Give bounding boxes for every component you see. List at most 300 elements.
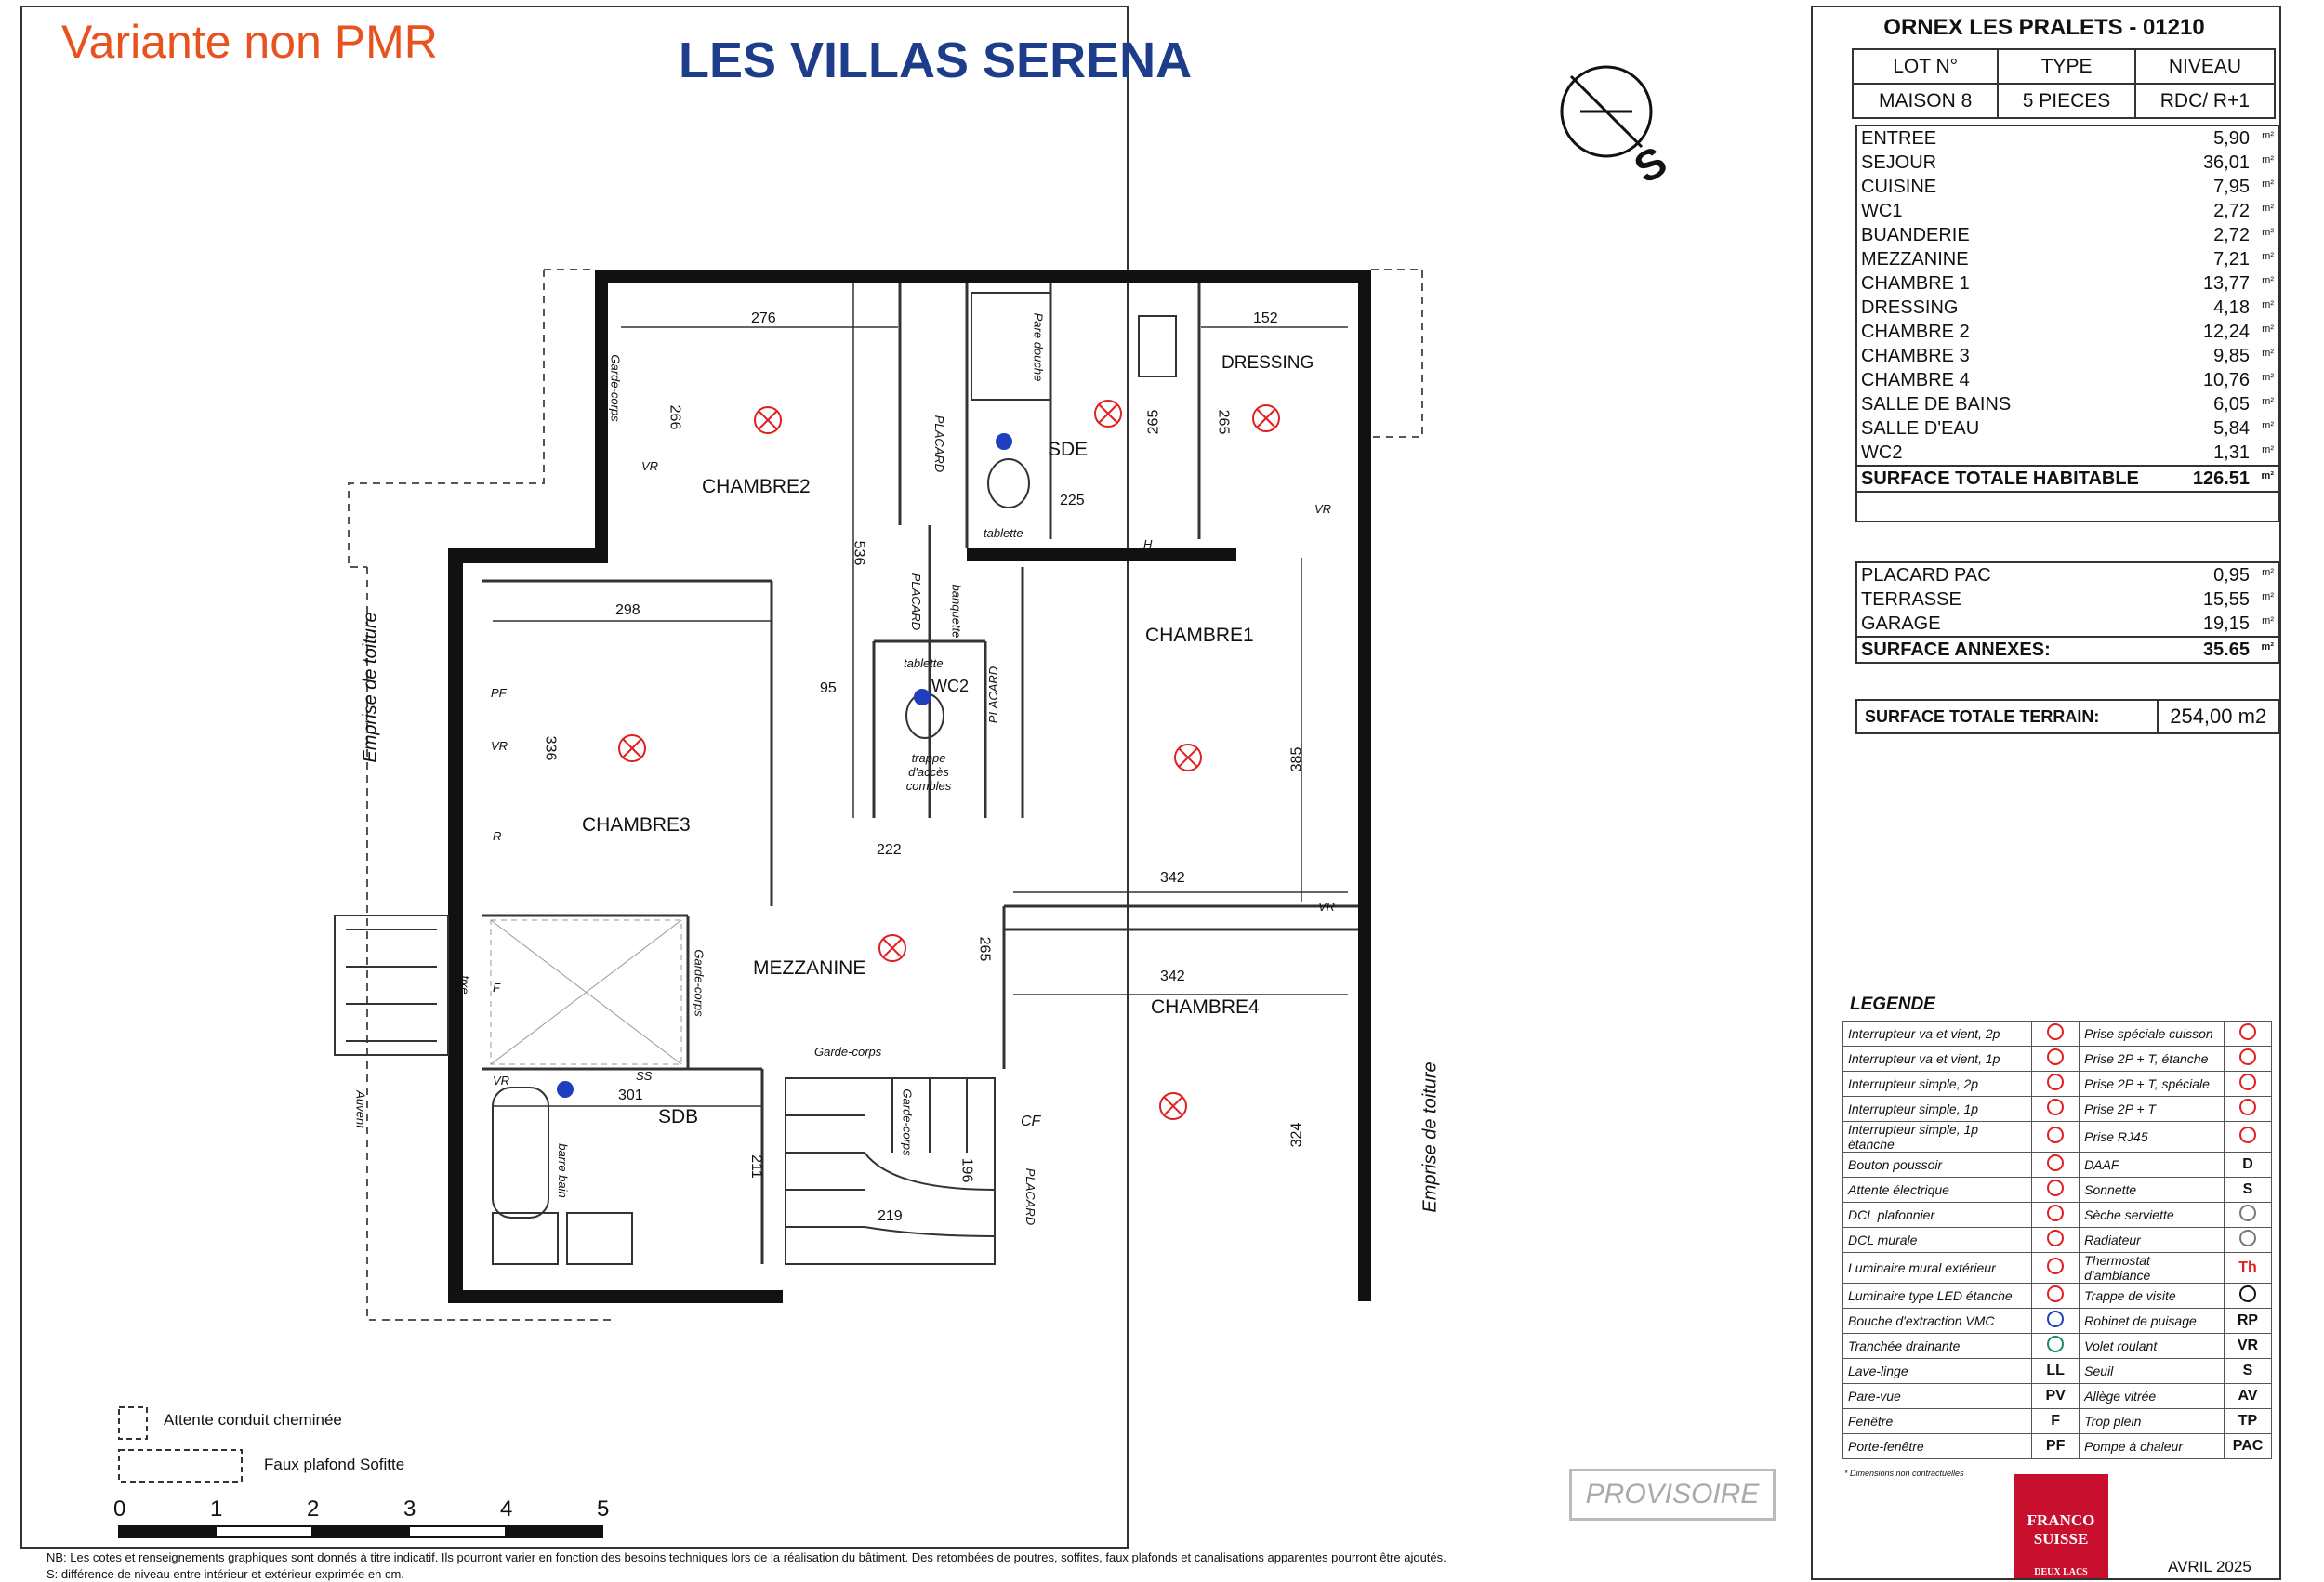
- legend-symbol-icon: [2047, 1180, 2064, 1196]
- legend-symbol-cell: [2225, 1122, 2272, 1153]
- legend-row: [1843, 1434, 2272, 1459]
- legend-label: Bouche d'extraction VMC: [1843, 1309, 2032, 1334]
- vr-label: VR: [1314, 502, 1332, 516]
- room-area: [2178, 368, 2278, 392]
- dimensions-note: * Dimensions non contractuelles: [1844, 1469, 1964, 1478]
- annex-area-row: [1856, 587, 2278, 612]
- unit: m²: [2261, 470, 2274, 481]
- legend-symbol-cell: [2032, 1434, 2080, 1459]
- room-area-number: 2,72: [2213, 224, 2250, 245]
- total-annexes-value: [2158, 637, 2278, 663]
- dim-label: 301: [618, 1088, 643, 1103]
- legend-symbol-icon: [2047, 1154, 2064, 1171]
- legend-symbol-icon: [2047, 1311, 2064, 1327]
- legend-label: Pare-vue: [1843, 1384, 2032, 1409]
- cf-label: CF: [1021, 1114, 1041, 1129]
- room-name: BUANDERIE: [1861, 224, 1970, 245]
- legend-symbol-icon: [2047, 1285, 2064, 1302]
- legend-title: LEGENDE: [1850, 995, 1935, 1014]
- room-chambre4: CHAMBRE4: [1151, 996, 1260, 1018]
- roof-outline: [349, 270, 1422, 1320]
- legend-row: [1843, 1409, 2272, 1434]
- brand-line2: SUISSE: [2033, 1530, 2089, 1548]
- terrain-table: [1855, 699, 2279, 734]
- annex-area: [2158, 612, 2278, 637]
- legend-symbol-icon: [2239, 1074, 2256, 1090]
- plan-date: AVRIL 2025: [2168, 1558, 2251, 1575]
- total-habitable-number: 126.51: [2192, 468, 2250, 489]
- room-name: SALLE D'EAU: [1861, 417, 1980, 439]
- room-area-row: [1856, 344, 2278, 368]
- legend-symbol-cell: [2225, 1334, 2272, 1359]
- r-label: R: [493, 829, 502, 843]
- dim-label: 265: [1145, 409, 1162, 435]
- legend-symbol-cell: [2225, 1047, 2272, 1072]
- dim-label: 342: [1160, 969, 1185, 984]
- legend-symbol-cell: [2032, 1228, 2080, 1253]
- legend-symbol-icon: [2047, 1127, 2064, 1143]
- soffite-legend-label: Faux plafond Sofitte: [264, 1456, 405, 1473]
- ss-label: SS: [636, 1069, 653, 1083]
- room-chambre1: CHAMBRE1: [1145, 625, 1254, 646]
- legend-symbol-cell: [2225, 1153, 2272, 1178]
- dim-label: 385: [1288, 746, 1305, 772]
- lot-table: [1852, 48, 2276, 119]
- legend-row: [1843, 1384, 2272, 1409]
- room-area-number: 36,01: [2202, 152, 2250, 173]
- legend-symbol: RP: [2237, 1312, 2259, 1328]
- niveau-value: RDC/ R+1: [2135, 84, 2275, 118]
- dim-label: 342: [1160, 870, 1185, 886]
- annex-areas-table: [1855, 561, 2279, 664]
- level-note: S: différence de niveau entre intérieur et extérieur exprimée en cm.: [46, 1567, 404, 1581]
- total-annexes-label: SURFACE ANNEXES:: [1856, 637, 2158, 663]
- room-area: [2178, 320, 2278, 344]
- legend-label: Prise 2P + T, étanche: [2080, 1047, 2225, 1072]
- legend-symbol: VR: [2237, 1338, 2259, 1353]
- unit: m²: [2262, 420, 2274, 431]
- annex-area-number: 0,95: [2213, 564, 2250, 586]
- legend-symbol-cell: [2225, 1178, 2272, 1203]
- legend-symbol-cell: [2032, 1359, 2080, 1384]
- legend-symbol: PF: [2045, 1438, 2066, 1454]
- dim-label: 324: [1288, 1122, 1305, 1148]
- room-name: CHAMBRE 4: [1861, 369, 1970, 390]
- room-wc2: WC2: [931, 677, 969, 695]
- annex-area-number: 15,55: [2202, 588, 2250, 610]
- legend-label: Attente électrique: [1843, 1178, 2032, 1203]
- scale-tick: 2: [307, 1496, 320, 1522]
- legend-row: [1843, 1334, 2272, 1359]
- room-area-number: 5,84: [2213, 417, 2250, 439]
- room-area: [2178, 271, 2278, 296]
- annex-area-row: [1856, 612, 2278, 637]
- legend-row: [1843, 1097, 2272, 1122]
- cf-legend-label: Attente conduit cheminée: [164, 1411, 342, 1429]
- room-area-row: [1856, 271, 2278, 296]
- room-chambre3: CHAMBRE3: [582, 814, 691, 836]
- annex-area: [2158, 562, 2278, 587]
- legend-symbol-icon: [2239, 1023, 2256, 1040]
- legend-label: Interrupteur simple, 1p: [1843, 1097, 2032, 1122]
- room-name: WC2: [1861, 442, 1903, 463]
- legend-row: [1843, 1022, 2272, 1047]
- room-area: [2178, 151, 2278, 175]
- legend-symbol-cell: [2225, 1022, 2272, 1047]
- legend-label: Robinet de puisage: [2080, 1309, 2225, 1334]
- room-area-number: 10,76: [2202, 369, 2250, 390]
- unit: m²: [2262, 591, 2274, 602]
- unit: m²: [2262, 323, 2274, 335]
- legend-symbol-cell: [2032, 1284, 2080, 1309]
- legend-symbol-icon: [2239, 1048, 2256, 1065]
- dim-label: 196: [958, 1157, 975, 1183]
- room-mezzanine: MEZZANINE: [753, 957, 866, 979]
- legend-symbol: PV: [2045, 1388, 2066, 1404]
- room-area-number: 2,72: [2213, 200, 2250, 221]
- dim-label: 536: [851, 540, 867, 566]
- room-area-row: [1856, 320, 2278, 344]
- legend-symbol: LL: [2046, 1363, 2065, 1378]
- dim-label: 336: [542, 735, 559, 761]
- legend-symbol-cell: [2225, 1359, 2272, 1384]
- room-area-row: [1856, 247, 2278, 271]
- legend-row: [1843, 1228, 2272, 1253]
- dim-label: 95: [820, 680, 837, 696]
- dim-label: 266: [667, 404, 683, 430]
- legend-row: [1843, 1203, 2272, 1228]
- soffite-swatch: [119, 1450, 242, 1482]
- banquette-label: banquette: [949, 584, 964, 639]
- legend-symbol-cell: [2032, 1122, 2080, 1153]
- project-title: LES VILLAS SERENA: [679, 33, 1193, 88]
- room-area-row: [1856, 368, 2278, 392]
- legend-symbol-cell: [2032, 1384, 2080, 1409]
- total-habitable-value: [2178, 466, 2278, 492]
- room-area-number: 6,05: [2213, 393, 2250, 415]
- room-area-row: [1856, 416, 2278, 441]
- legend-label: Tranchée drainante: [1843, 1334, 2032, 1359]
- legend-symbol-cell: [2032, 1309, 2080, 1334]
- legend-label: Volet roulant: [2080, 1334, 2225, 1359]
- room-area-number: 7,21: [2213, 248, 2250, 270]
- garde-corps-label: Garde-corps: [814, 1045, 882, 1059]
- room-area: [2178, 416, 2278, 441]
- type-header: TYPE: [1998, 49, 2135, 84]
- legend-symbol-icon: [2239, 1285, 2256, 1302]
- room-area-number: 7,95: [2213, 176, 2250, 197]
- pare-douche-label: Pare douche: [1031, 312, 1046, 382]
- legend-label: Seuil: [2080, 1359, 2225, 1384]
- legend-label: Interrupteur va et vient, 1p: [1843, 1047, 2032, 1072]
- legend-symbol-cell: [2032, 1178, 2080, 1203]
- emprise-label: Emprise de toiture: [360, 612, 381, 763]
- legend-symbol-cell: [2032, 1047, 2080, 1072]
- legend-label: Sèche serviette: [2080, 1203, 2225, 1228]
- legend-symbol-cell: [2225, 1409, 2272, 1434]
- legend-label: Allège vitrée: [2080, 1384, 2225, 1409]
- legend-row: [1843, 1153, 2272, 1178]
- legend-label: Radiateur: [2080, 1228, 2225, 1253]
- legend-label: Interrupteur simple, 2p: [1843, 1072, 2032, 1097]
- legend-label: Bouton poussoir: [1843, 1153, 2032, 1178]
- room-chambre2: CHAMBRE2: [702, 476, 811, 497]
- unit: m²: [2262, 396, 2274, 407]
- trappe-label: trappe d'accès combles: [905, 751, 952, 793]
- legend-label: Interrupteur va et vient, 2p: [1843, 1022, 2032, 1047]
- garde-corps-label: Garde-corps: [900, 1088, 915, 1156]
- room-name: SALLE DE BAINS: [1861, 393, 2012, 415]
- vr-label: VR: [641, 459, 659, 473]
- room-name: WC1: [1861, 200, 1903, 221]
- legend-symbol-icon: [2047, 1074, 2064, 1090]
- room-area: [2178, 223, 2278, 247]
- legend-symbol: PAC: [2232, 1438, 2264, 1454]
- dim-label: 265: [976, 936, 993, 962]
- annex-area-number: 19,15: [2202, 613, 2250, 634]
- terrain-value: 254,00 m2: [2170, 705, 2267, 728]
- brand-line1: FRANCO: [2027, 1511, 2095, 1529]
- auvent: [335, 916, 448, 1055]
- legend-symbol-icon: [2047, 1099, 2064, 1115]
- legend-row: [1843, 1072, 2272, 1097]
- legend-label: Sonnette: [2080, 1178, 2225, 1203]
- legend-label: Luminaire type LED étanche: [1843, 1284, 2032, 1309]
- legend-symbol-cell: [2032, 1203, 2080, 1228]
- legend-symbol-cell: [2032, 1409, 2080, 1434]
- total-habitable-label: SURFACE TOTALE HABITABLE: [1856, 466, 2178, 492]
- room-area-number: 4,18: [2213, 297, 2250, 318]
- legend-label: Prise 2P + T: [2080, 1097, 2225, 1122]
- pf-label: PF: [491, 686, 507, 700]
- legend-symbol-cell: [2032, 1153, 2080, 1178]
- legend-row: [1843, 1122, 2272, 1153]
- compass-letter: S: [1626, 136, 1675, 193]
- legend-symbol: Th: [2238, 1259, 2257, 1275]
- room-area-number: 12,24: [2202, 321, 2250, 342]
- legend-symbol-cell: [2225, 1253, 2272, 1284]
- legend-symbol-cell: [2225, 1434, 2272, 1459]
- dim-label: 225: [1060, 493, 1085, 508]
- unit: m²: [2262, 444, 2274, 455]
- room-name: CHAMBRE 1: [1861, 272, 1970, 294]
- terrain-label: SURFACE TOTALE TERRAIN:: [1856, 700, 2158, 733]
- legend-symbol-cell: [2225, 1203, 2272, 1228]
- legend-label: Pompe à chaleur: [2080, 1434, 2225, 1459]
- legend-label: Prise 2P + T, spéciale: [2080, 1072, 2225, 1097]
- legend-symbol-icon: [2047, 1336, 2064, 1352]
- emprise-label: Emprise de toiture: [1419, 1061, 1441, 1213]
- room-name: SEJOUR: [1861, 152, 1937, 173]
- room-area-number: 1,31: [2213, 442, 2250, 463]
- annex-name: PLACARD PAC: [1861, 564, 1991, 586]
- dim-label: 219: [878, 1208, 903, 1224]
- legend-symbol-cell: [2225, 1072, 2272, 1097]
- legend-symbol-cell: [2225, 1284, 2272, 1309]
- legend-symbol-icon: [2239, 1127, 2256, 1143]
- lot-header: LOT N°: [1853, 49, 1998, 84]
- barre-label: barre bain: [555, 1143, 570, 1198]
- legend-symbol-icon: [2239, 1205, 2256, 1221]
- legend-symbol-cell: [2032, 1253, 2080, 1284]
- legend-label: DCL murale: [1843, 1228, 2032, 1253]
- unit: m²: [2262, 130, 2274, 141]
- legend-symbol: TP: [2238, 1413, 2258, 1429]
- fixe-label: fixe: [457, 975, 472, 995]
- legend-symbol-icon: [2047, 1258, 2064, 1274]
- room-sde: SDE: [1048, 439, 1089, 460]
- room-area-number: 5,90: [2213, 127, 2250, 149]
- legend-symbol-icon: [2239, 1099, 2256, 1115]
- legend-label: Luminaire mural extérieur: [1843, 1253, 2032, 1284]
- legend-label: DCL plafonnier: [1843, 1203, 2032, 1228]
- dim-label: 298: [615, 602, 640, 618]
- room-area: [2178, 247, 2278, 271]
- legend-symbol-cell: [2225, 1228, 2272, 1253]
- legend-symbol-cell: [2032, 1097, 2080, 1122]
- room-name: MEZZANINE: [1861, 248, 1969, 270]
- annex-name: GARAGE: [1861, 613, 1941, 634]
- legend-label: Trop plein: [2080, 1409, 2225, 1434]
- legend-symbol-icon: [2047, 1230, 2064, 1246]
- cf-swatch: [119, 1407, 147, 1439]
- scale-tick: 1: [210, 1496, 223, 1522]
- room-area: [2178, 441, 2278, 466]
- provisoire-stamp: PROVISOIRE: [1569, 1469, 1776, 1521]
- brand-logo: [2014, 1474, 2108, 1578]
- legend-symbol: S: [2242, 1363, 2253, 1378]
- legend-label: Porte-fenêtre: [1843, 1434, 2032, 1459]
- tablette-label: tablette: [904, 656, 944, 670]
- type-value: 5 PIECES: [1998, 84, 2135, 118]
- room-area-row: [1856, 392, 2278, 416]
- legend-symbol-icon: [2239, 1230, 2256, 1246]
- sidebar-header: ORNEX LES PRALETS - 01210: [1883, 15, 2205, 40]
- room-area: [2178, 175, 2278, 199]
- unit: m²: [2261, 641, 2274, 653]
- room-area-row: [1856, 175, 2278, 199]
- room-sdb: SDB: [658, 1106, 699, 1127]
- placard-label: PLACARD: [986, 666, 1001, 724]
- room-name: CHAMBRE 2: [1861, 321, 1970, 342]
- garde-corps-label: Garde-corps: [608, 354, 623, 422]
- legend-symbol-cell: [2225, 1384, 2272, 1409]
- auvent-label: Auvent: [353, 1090, 368, 1128]
- vr-label: VR: [491, 739, 508, 753]
- legend-symbol: D: [2242, 1156, 2253, 1172]
- room-area-row: [1856, 296, 2278, 320]
- brand-line3: DEUX LACS: [2034, 1567, 2088, 1577]
- vr-label: VR: [493, 1074, 510, 1088]
- room-area: [2178, 392, 2278, 416]
- legend-table: [1842, 1021, 2272, 1459]
- legend-symbol-cell: [2225, 1097, 2272, 1122]
- legend-symbol: F: [2051, 1413, 2061, 1429]
- unit: m²: [2262, 154, 2274, 165]
- legend-row: [1843, 1309, 2272, 1334]
- room-area: [2178, 296, 2278, 320]
- niveau-header: NIVEAU: [2135, 49, 2275, 84]
- room-area-row: [1856, 441, 2278, 466]
- dim-label: 265: [1215, 409, 1232, 435]
- room-area-number: 9,85: [2213, 345, 2250, 366]
- tablette-label: tablette: [984, 526, 1023, 540]
- variant-label: Variante non PMR: [61, 16, 438, 68]
- room-area: [2178, 125, 2278, 151]
- unit: m²: [2262, 615, 2274, 626]
- dim-label: 152: [1253, 310, 1278, 326]
- legend-label: Thermostat d'ambiance: [2080, 1253, 2225, 1284]
- unit: m²: [2262, 348, 2274, 359]
- legend-symbol-icon: [2047, 1023, 2064, 1040]
- legend-symbol-cell: [2032, 1334, 2080, 1359]
- room-name: ENTREE: [1861, 127, 1937, 149]
- garde-corps-label: Garde-corps: [692, 949, 706, 1017]
- disclaimer-note: NB: Les cotes et renseignements graphiques sont donnés à titre indicatif. Ils pourront varier en fonction des besoins techniques lors de la réalisation du bâtiment. Des retombées de poutres, soffites, faux plafonds et canalisations apparentes pourront être ajoutés.: [46, 1550, 1446, 1564]
- dim-label: 211: [747, 1154, 764, 1179]
- legend-label: Interrupteur simple, 1p étanche: [1843, 1122, 2032, 1153]
- dim-label: 222: [877, 842, 902, 858]
- vr-label: VR: [1318, 900, 1336, 914]
- legend-symbol-cell: [2032, 1072, 2080, 1097]
- legend-label: Prise spéciale cuisson: [2080, 1022, 2225, 1047]
- unit: m²: [2262, 251, 2274, 262]
- annex-name: TERRASSE: [1861, 588, 1961, 610]
- room-area-row: [1856, 199, 2278, 223]
- placard-label: PLACARD: [1023, 1167, 1038, 1226]
- unit: m²: [2262, 567, 2274, 578]
- unit: m²: [2262, 227, 2274, 238]
- room-name: CUISINE: [1861, 176, 1937, 197]
- legend-symbol-icon: [2047, 1048, 2064, 1065]
- room-area-row: [1856, 223, 2278, 247]
- legend-label: Prise RJ45: [2080, 1122, 2225, 1153]
- legend-symbol-icon: [2047, 1205, 2064, 1221]
- f-label: F: [493, 981, 500, 995]
- unit: m²: [2262, 299, 2274, 310]
- total-annexes-number: 35.65: [2202, 639, 2250, 660]
- scale-tick: 0: [113, 1496, 126, 1522]
- legend-label: Fenêtre: [1843, 1409, 2032, 1434]
- legend-label: Trappe de visite: [2080, 1284, 2225, 1309]
- legend-row: [1843, 1359, 2272, 1384]
- legend-symbol: AV: [2238, 1388, 2258, 1404]
- legend-symbol-cell: [2032, 1022, 2080, 1047]
- room-area-row: [1856, 151, 2278, 175]
- legend-row: [1843, 1178, 2272, 1203]
- room-name: CHAMBRE 3: [1861, 345, 1970, 366]
- legend-symbol: S: [2242, 1181, 2253, 1197]
- unit: m²: [2262, 203, 2274, 214]
- legend-row: [1843, 1284, 2272, 1309]
- legend-label: Lave-linge: [1843, 1359, 2032, 1384]
- legend-symbol-cell: [2225, 1309, 2272, 1334]
- h-label: H: [1143, 537, 1153, 551]
- unit: m²: [2262, 372, 2274, 383]
- annex-area-row: [1856, 562, 2278, 587]
- placard-label: PLACARD: [932, 415, 947, 473]
- scale-tick: 3: [403, 1496, 416, 1522]
- legend-row: [1843, 1047, 2272, 1072]
- lot-value: MAISON 8: [1853, 84, 1998, 118]
- scale-tick: 4: [500, 1496, 513, 1522]
- unit: m²: [2262, 178, 2274, 190]
- legend-label: DAAF: [2080, 1153, 2225, 1178]
- room-area-row: [1856, 125, 2278, 151]
- dim-label: 276: [751, 310, 776, 326]
- unit: m²: [2262, 275, 2274, 286]
- room-areas-table: [1855, 125, 2279, 522]
